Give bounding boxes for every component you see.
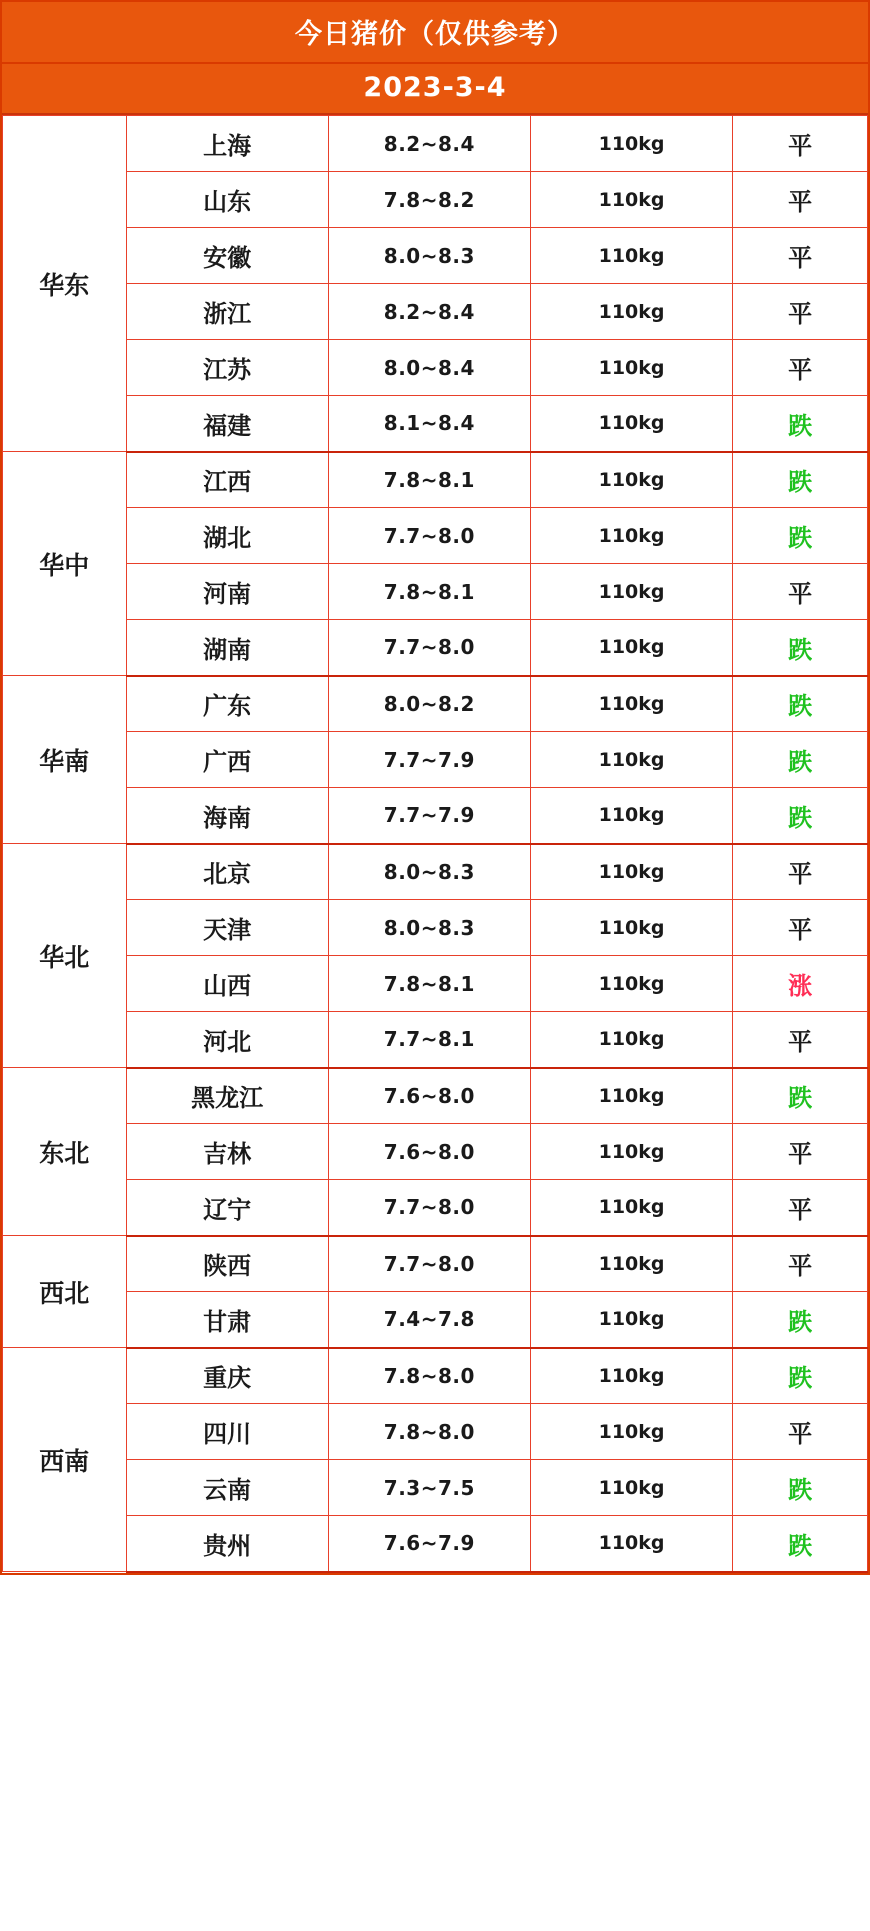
- table-row: [3, 1404, 868, 1460]
- weight-cell: 110kg: [530, 508, 732, 564]
- report-date: 2023-3-4: [2, 64, 868, 115]
- table-row: [3, 396, 868, 452]
- province-cell: 贵州: [126, 1516, 328, 1572]
- trend-cell: 平: [733, 284, 868, 340]
- price-cell: 7.7~8.1: [328, 1012, 530, 1068]
- price-cell: 7.7~8.0: [328, 1180, 530, 1236]
- weight-cell: 110kg: [530, 956, 732, 1012]
- trend-cell: 平: [733, 1180, 868, 1236]
- price-cell: 7.4~7.8: [328, 1292, 530, 1348]
- trend-cell: 平: [733, 340, 868, 396]
- price-cell: 8.0~8.3: [328, 844, 530, 900]
- price-cell: 7.7~8.0: [328, 508, 530, 564]
- weight-cell: 110kg: [530, 788, 732, 844]
- region-cell: 东北: [3, 1068, 127, 1236]
- table-row: [3, 1012, 868, 1068]
- trend-cell: 平: [733, 900, 868, 956]
- trend-cell: 跌: [733, 788, 868, 844]
- province-cell: 广东: [126, 676, 328, 732]
- price-cell: 7.6~8.0: [328, 1068, 530, 1124]
- weight-cell: 110kg: [530, 340, 732, 396]
- trend-cell: 平: [733, 1012, 868, 1068]
- province-cell: 上海: [126, 116, 328, 172]
- trend-cell: 平: [733, 564, 868, 620]
- table-row: [3, 172, 868, 228]
- province-cell: 河北: [126, 1012, 328, 1068]
- province-cell: 湖南: [126, 620, 328, 676]
- trend-cell: 跌: [733, 676, 868, 732]
- table-row: [3, 508, 868, 564]
- trend-cell: 跌: [733, 1460, 868, 1516]
- weight-cell: 110kg: [530, 396, 732, 452]
- weight-cell: 110kg: [530, 1292, 732, 1348]
- weight-cell: 110kg: [530, 1012, 732, 1068]
- trend-cell: 平: [733, 228, 868, 284]
- table-row: [3, 116, 868, 172]
- price-cell: 7.8~8.1: [328, 452, 530, 508]
- price-table: [2, 115, 868, 1573]
- province-cell: 河南: [126, 564, 328, 620]
- province-cell: 云南: [126, 1460, 328, 1516]
- weight-cell: 110kg: [530, 620, 732, 676]
- weight-cell: 110kg: [530, 900, 732, 956]
- price-cell: 7.3~7.5: [328, 1460, 530, 1516]
- price-cell: 8.0~8.3: [328, 900, 530, 956]
- trend-cell: 跌: [733, 1068, 868, 1124]
- table-row: [3, 1236, 868, 1292]
- table-row: [3, 732, 868, 788]
- province-cell: 福建: [126, 396, 328, 452]
- price-cell: 7.8~8.1: [328, 956, 530, 1012]
- weight-cell: 110kg: [530, 1404, 732, 1460]
- table-row: [3, 1292, 868, 1348]
- weight-cell: 110kg: [530, 732, 732, 788]
- table-row: [3, 284, 868, 340]
- trend-cell: 跌: [733, 1516, 868, 1572]
- trend-cell: 跌: [733, 732, 868, 788]
- table-row: [3, 788, 868, 844]
- table-row: [3, 452, 868, 508]
- province-cell: 四川: [126, 1404, 328, 1460]
- weight-cell: 110kg: [530, 1460, 732, 1516]
- trend-cell: 跌: [733, 1292, 868, 1348]
- table-row: [3, 228, 868, 284]
- province-cell: 辽宁: [126, 1180, 328, 1236]
- table-row: [3, 676, 868, 732]
- trend-cell: 平: [733, 1124, 868, 1180]
- province-cell: 广西: [126, 732, 328, 788]
- table-row: [3, 620, 868, 676]
- weight-cell: 110kg: [530, 452, 732, 508]
- weight-cell: 110kg: [530, 844, 732, 900]
- price-cell: 8.1~8.4: [328, 396, 530, 452]
- region-cell: 西北: [3, 1236, 127, 1348]
- price-cell: 7.8~8.0: [328, 1348, 530, 1404]
- price-cell: 8.0~8.2: [328, 676, 530, 732]
- price-cell: 7.7~8.0: [328, 620, 530, 676]
- weight-cell: 110kg: [530, 284, 732, 340]
- weight-cell: 110kg: [530, 564, 732, 620]
- region-cell: 西南: [3, 1348, 127, 1572]
- province-cell: 湖北: [126, 508, 328, 564]
- table-row: [3, 900, 868, 956]
- province-cell: 山西: [126, 956, 328, 1012]
- page-title: 今日猪价（仅供参考）: [2, 2, 868, 64]
- price-table-body: [3, 116, 868, 1572]
- price-cell: 7.8~8.2: [328, 172, 530, 228]
- trend-cell: 平: [733, 1236, 868, 1292]
- price-cell: 7.6~7.9: [328, 1516, 530, 1572]
- table-row: [3, 340, 868, 396]
- table-row: [3, 1348, 868, 1404]
- trend-cell: 跌: [733, 452, 868, 508]
- weight-cell: 110kg: [530, 1068, 732, 1124]
- province-cell: 浙江: [126, 284, 328, 340]
- weight-cell: 110kg: [530, 1124, 732, 1180]
- province-cell: 北京: [126, 844, 328, 900]
- trend-cell: 平: [733, 116, 868, 172]
- trend-cell: 涨: [733, 956, 868, 1012]
- region-cell: 华北: [3, 844, 127, 1068]
- province-cell: 山东: [126, 172, 328, 228]
- province-cell: 陕西: [126, 1236, 328, 1292]
- weight-cell: 110kg: [530, 172, 732, 228]
- trend-cell: 跌: [733, 508, 868, 564]
- price-cell: 7.8~8.0: [328, 1404, 530, 1460]
- weight-cell: 110kg: [530, 1236, 732, 1292]
- price-cell: 8.0~8.3: [328, 228, 530, 284]
- trend-cell: 平: [733, 1404, 868, 1460]
- trend-cell: 平: [733, 844, 868, 900]
- weight-cell: 110kg: [530, 1348, 732, 1404]
- table-row: [3, 1068, 868, 1124]
- province-cell: 吉林: [126, 1124, 328, 1180]
- price-cell: 7.7~8.0: [328, 1236, 530, 1292]
- weight-cell: 110kg: [530, 676, 732, 732]
- price-cell: 7.6~8.0: [328, 1124, 530, 1180]
- province-cell: 黑龙江: [126, 1068, 328, 1124]
- price-cell: 8.2~8.4: [328, 116, 530, 172]
- table-row: [3, 564, 868, 620]
- weight-cell: 110kg: [530, 1180, 732, 1236]
- table-row: [3, 956, 868, 1012]
- region-cell: 华东: [3, 116, 127, 452]
- trend-cell: 平: [733, 172, 868, 228]
- table-row: [3, 844, 868, 900]
- price-cell: 7.7~7.9: [328, 732, 530, 788]
- price-cell: 8.0~8.4: [328, 340, 530, 396]
- weight-cell: 110kg: [530, 1516, 732, 1572]
- weight-cell: 110kg: [530, 116, 732, 172]
- region-cell: 华中: [3, 452, 127, 676]
- province-cell: 安徽: [126, 228, 328, 284]
- province-cell: 江苏: [126, 340, 328, 396]
- province-cell: 重庆: [126, 1348, 328, 1404]
- trend-cell: 跌: [733, 620, 868, 676]
- price-cell: 7.8~8.1: [328, 564, 530, 620]
- province-cell: 海南: [126, 788, 328, 844]
- table-row: [3, 1516, 868, 1572]
- province-cell: 甘肃: [126, 1292, 328, 1348]
- price-cell: 8.2~8.4: [328, 284, 530, 340]
- table-row: [3, 1460, 868, 1516]
- province-cell: 江西: [126, 452, 328, 508]
- province-cell: 天津: [126, 900, 328, 956]
- weight-cell: 110kg: [530, 228, 732, 284]
- table-row: [3, 1124, 868, 1180]
- table-row: [3, 1180, 868, 1236]
- region-cell: 华南: [3, 676, 127, 844]
- trend-cell: 跌: [733, 1348, 868, 1404]
- price-cell: 7.7~7.9: [328, 788, 530, 844]
- trend-cell: 跌: [733, 396, 868, 452]
